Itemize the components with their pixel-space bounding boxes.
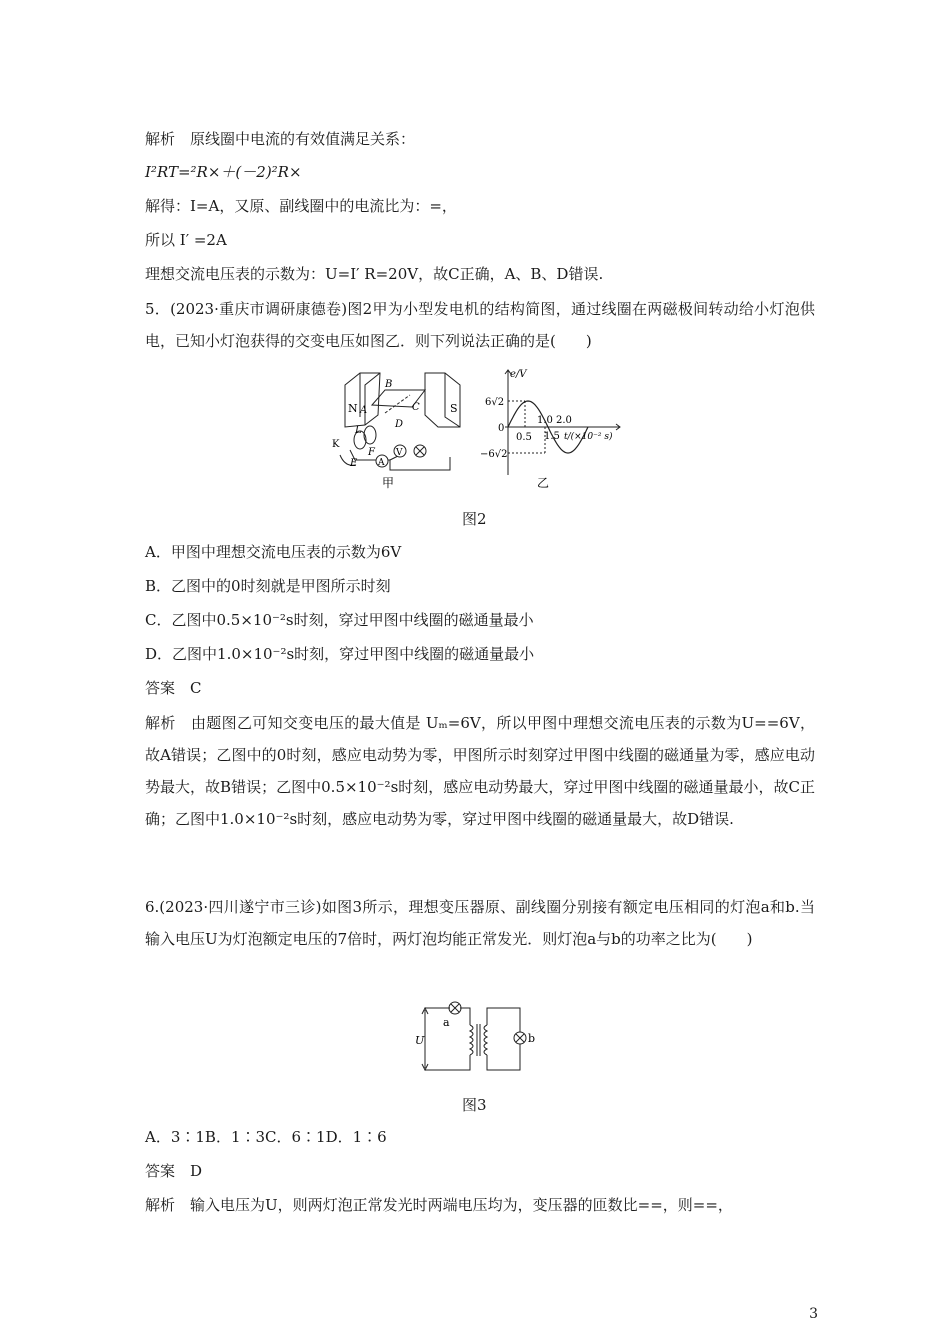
letter-k: K — [332, 439, 340, 450]
ytick-zero: 0 — [498, 423, 505, 434]
figure-3 — [415, 1000, 545, 1076]
primary-coil — [470, 1025, 473, 1055]
answer-6: 答案 D — [145, 1162, 203, 1180]
option-5a: A．甲图中理想交流电压表的示数为6V — [145, 543, 402, 561]
voltmeter-label: V — [396, 448, 403, 458]
label-b: b — [528, 1032, 536, 1045]
letter-s: S — [450, 402, 458, 415]
letter-l: L — [355, 425, 362, 436]
magnet-s — [425, 373, 460, 427]
options-6: A．3∶1B．1∶3C．6∶1D．1∶6 — [145, 1128, 387, 1146]
solve-line: 解得：I=A，又原、副线圈中的电流比为：=， — [145, 197, 457, 215]
question-6: 6.(2023·四川遂宁市三诊)如图3所示，理想变压器原、副线圈分别接有额定电压相同的灯泡a和b.当输入电压U为灯泡额定电压的7倍时，两灯泡均能正常发光．则灯泡a与b的功率之比为( ) — [145, 898, 815, 948]
option-5b: B．乙图中的0时刻就是甲图所示时刻 — [145, 577, 391, 595]
ammeter-label: A — [378, 458, 385, 468]
figure-2-caption: 图2 — [462, 510, 487, 528]
label-jia: 甲 — [382, 476, 395, 490]
label-yi: 乙 — [537, 476, 550, 490]
graph-xlabel: t/(×10⁻² s) — [564, 432, 613, 442]
ytick-bottom: −6√2 — [480, 449, 508, 460]
letter-b: B — [385, 379, 393, 390]
ytick-top: 6√2 — [485, 397, 505, 408]
letter-f: F — [368, 447, 375, 458]
letter-d: D — [395, 419, 404, 430]
analysis-6: 解析 输入电压为U，则两灯泡正常发光时两端电压均为，变压器的匝数比==，则==， — [145, 1196, 733, 1214]
magnet-n — [345, 373, 380, 427]
analysis-5: 解析 由题图乙可知交变电压的最大值是 Uₘ=6V，所以甲图中理想交流电压表的示数为U==6V，故A错误；乙图中的0时刻，感应电动势为零，甲图所示时刻穿过甲图中线圈的磁通量为零，感应电动势最大，故B错误；乙图中0.5×10⁻²s时刻，感应电动势最大，穿过甲图中线圈的磁通量最小，故C正确；乙图中1.0×10⁻²s时刻，感应电动势为零，穿过甲图中线圈的磁通量最大，故D错误. — [145, 714, 815, 828]
xtick-20: 2.0 — [556, 415, 572, 426]
result-line: 所以 I′ =2A — [145, 231, 227, 249]
letter-n: N — [348, 402, 358, 415]
equation-line: I²RT=²R×＋(－2)²R× — [145, 163, 302, 181]
answer-5: 答案 C — [145, 679, 202, 697]
xtick-15: 1.5 — [544, 431, 560, 442]
label-a: a — [443, 1016, 450, 1029]
graph-ylabel: e/V — [510, 369, 527, 380]
letter-e: E — [350, 458, 358, 469]
analysis-line-1: 解析 原线圈中电流的有效值满足关系： — [145, 130, 416, 148]
question-5: 5．(2023·重庆市调研康德卷)图2甲为小型发电机的结构简图，通过线圈在两磁极间转动给小灯泡供电，已知小灯泡获得的交变电压如图乙．则下列说法正确的是( ) — [145, 300, 815, 350]
figure-2 — [330, 365, 630, 493]
option-5d: D．乙图中1.0×10⁻²s时刻，穿过甲图中线圈的磁通量最小 — [145, 645, 535, 663]
xtick-05: 0.5 — [516, 432, 532, 443]
option-5c: C．乙图中0.5×10⁻²s时刻，穿过甲图中线圈的磁通量最小 — [145, 611, 534, 629]
letter-c: C — [412, 402, 420, 413]
transformer-circuit — [422, 1002, 526, 1070]
label-u: U — [415, 1034, 425, 1047]
xtick-10: 1.0 — [537, 415, 553, 426]
page-number: 3 — [809, 1306, 818, 1322]
secondary-coil — [484, 1025, 487, 1055]
letter-a: A — [360, 405, 368, 416]
figure-3-caption: 图3 — [462, 1096, 487, 1114]
voltmeter-line: 理想交流电压表的示数为：U=I′ R=20V，故C正确，A、B、D错误. — [145, 265, 604, 283]
